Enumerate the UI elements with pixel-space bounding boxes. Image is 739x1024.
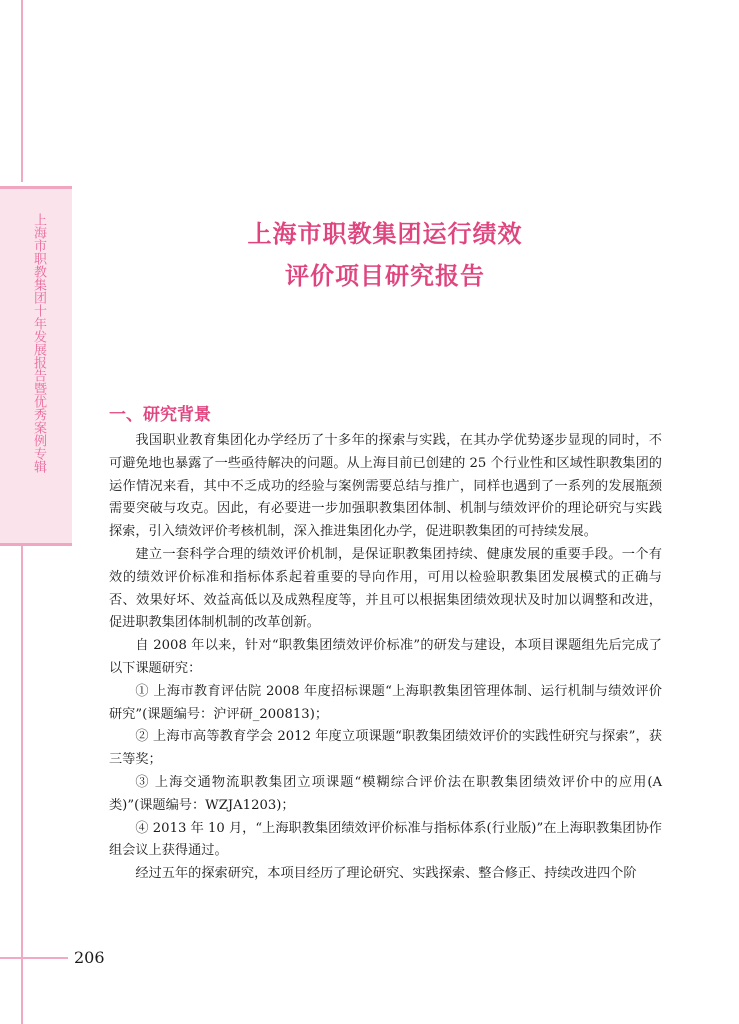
margin-rule-bottom: [21, 546, 23, 1024]
paragraph: ① 上海市教育评估院 2008 年度招标课题“上海职教集团管理体制、运行机制与绩效评价研究”(课题编号：沪评研_200813)；: [109, 683, 662, 722]
paragraph: 建立一套科学合理的绩效评价机制，是保证职教集团持续、健康发展的重要手段。一个有效的绩效评价标准和指标体系起着重要的导向作用，可用以检验职教集团发展模式的正确与否、效果好坏、效益高低以及成熟程度等，并且可以根据集团绩效现状及时加以调整和改进，促进职教集团体制机制的改革创新。: [109, 546, 662, 631]
paragraph: ② 上海市高等教育学会 2012 年度立项课题“职教集团绩效评价的实践性研究与探索”，获三等奖；: [109, 729, 662, 768]
report-title-line-2: 评价项目研究报告: [285, 262, 485, 290]
footer-rule: [0, 957, 68, 959]
paragraph: 经过五年的探索研究，本项目经历了理论研究、实践探索、整合修正、持续改进四个阶: [135, 866, 637, 882]
page-number: 206: [74, 948, 105, 967]
paragraph: ③ 上海交通物流职教集团立项课题“模糊综合评价法在职教集团绩效评价中的应用(A 类)”(课题编号：WZJA1203)；: [109, 774, 662, 813]
side-tab-label: 上海市职教集团十年发展报告暨优秀案例专辑: [31, 213, 46, 473]
paragraph: 我国职业教育集团化办学经历了十多年的探索与实践，在其办学优势逐步显现的同时，不可避免地也暴露了一些亟待解决的问题。从上海目前已创建的 25 个行业性和区域性职教集团的运作情况来看，其中不乏成功的经验与案例需要总结与推广，同样也遇到了一系列的发展瓶颈需要突破与攻克。因此，有必要进一步加强职教集团体制、机制与绩效评价的理论研究与实践探索，引入绩效评价考核机制，深入推进集团化办学，促进职教集团的可持续发展。: [109, 433, 662, 540]
side-tab: [0, 186, 72, 546]
section-heading: 一、研究背景: [109, 405, 211, 425]
body-text: [109, 430, 662, 886]
paragraph: ④ 2013 年 10 月，“上海职教集团绩效评价标准与指标体系(行业版)”在上海职教集团协作组会议上获得通过。: [109, 820, 662, 859]
report-title-line-1: 上海市职教集团运行绩效: [247, 220, 523, 248]
margin-rule-top: [21, 0, 23, 182]
paragraph: 自 2008 年以来，针对“职教集团绩效评价标准”的研发与建设，本项目课题组先后完成了以下课题研究：: [109, 638, 662, 676]
